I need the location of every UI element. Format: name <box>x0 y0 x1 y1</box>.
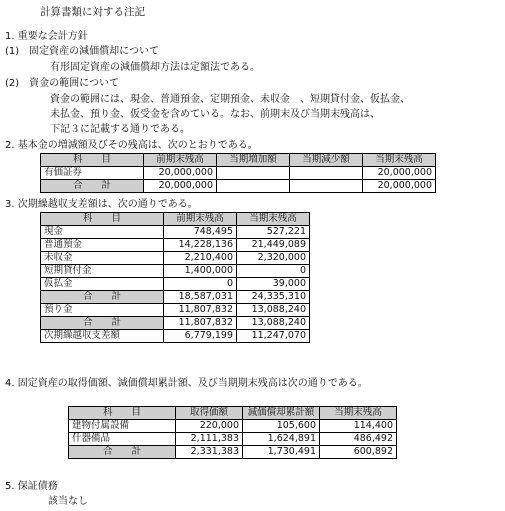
section-1-sub2-line3: 下記３に記載する通りである。 <box>50 124 190 135</box>
section-5-body: 該当なし <box>48 496 88 507</box>
table-row <box>41 226 310 239</box>
prev-balance: 11,807,832 <box>164 317 237 330</box>
prev-balance: 1,400,000 <box>164 265 237 278</box>
row-label: 預り金 <box>41 304 164 317</box>
col-header: 減価償却累計額 <box>243 407 320 420</box>
table-row <box>41 278 310 291</box>
accumulated-depreciation: 105,600 <box>243 420 320 433</box>
curr-balance: 20,000,000 <box>363 167 436 180</box>
row-label: 現金 <box>41 226 164 239</box>
curr-balance: 11,247,070 <box>237 330 310 343</box>
endowment-table <box>40 153 436 193</box>
section-2-heading: 2. 基本金の増減額及びその残高は、次のとおりである。 <box>5 140 258 151</box>
prev-balance: 20,000,000 <box>144 180 217 193</box>
row-label: 什器備品 <box>69 433 176 446</box>
row-label: 未収金 <box>41 252 164 265</box>
row-label: 合 計 <box>41 291 164 304</box>
table-row <box>69 446 397 459</box>
table-row <box>41 304 310 317</box>
section-1-sub2-line2: 未払金、預り金、仮受金を含めている。なお、前期末及び当期末残高は、 <box>50 109 380 120</box>
col-header: 当期減少額 <box>290 154 363 167</box>
decrease <box>290 167 363 180</box>
curr-balance: 20,000,000 <box>363 180 436 193</box>
acquisition-cost: 2,331,383 <box>176 446 243 459</box>
curr-balance: 114,400 <box>320 420 397 433</box>
col-header: 当期末残高 <box>363 154 436 167</box>
section-4-heading: 4. 固定資産の取得価額、減価償却累計額、及び当期期末残高は次の通りである。 <box>5 378 368 389</box>
row-label: 建物付属設備 <box>69 420 176 433</box>
curr-balance: 24,335,310 <box>237 291 310 304</box>
increase <box>217 180 290 193</box>
curr-balance: 486,492 <box>320 433 397 446</box>
col-header: 科 目 <box>69 407 176 420</box>
col-header: 前期末残高 <box>144 154 217 167</box>
accumulated-depreciation: 1,624,891 <box>243 433 320 446</box>
row-label: 次期繰越収支差額 <box>41 330 164 343</box>
table-row <box>41 180 436 193</box>
col-header: 科 目 <box>41 213 164 226</box>
table-row <box>41 239 310 252</box>
section-1-heading: 1. 重要な会計方針 <box>5 31 88 42</box>
curr-balance: 13,088,240 <box>237 304 310 317</box>
curr-balance: 600,892 <box>320 446 397 459</box>
table-row <box>69 420 397 433</box>
col-header: 当期末残高 <box>320 407 397 420</box>
table-row <box>41 317 310 330</box>
table-row <box>41 167 436 180</box>
row-label: 仮払金 <box>41 278 164 291</box>
table-row <box>41 330 310 343</box>
section-3-heading: 3. 次期繰越収支差額は、次の通りである。 <box>5 199 198 210</box>
table-row <box>41 252 310 265</box>
col-header: 取得価額 <box>176 407 243 420</box>
curr-balance: 39,000 <box>237 278 310 291</box>
document-title: 計算書類に対する注記 <box>40 6 145 18</box>
prev-balance: 14,228,136 <box>164 239 237 252</box>
curr-balance: 0 <box>237 265 310 278</box>
acquisition-cost: 220,000 <box>176 420 243 433</box>
prev-balance: 11,807,832 <box>164 304 237 317</box>
row-label: 合 計 <box>41 180 144 193</box>
section-1-sub2: (2) 資金の範囲について <box>5 78 119 89</box>
curr-balance: 527,221 <box>237 226 310 239</box>
prev-balance: 18,587,031 <box>164 291 237 304</box>
section-5-heading: 5. 保証債務 <box>5 481 58 492</box>
prev-balance: 6,779,199 <box>164 330 237 343</box>
section-1-sub1: (1) 固定資産の減価償却について <box>5 46 159 57</box>
decrease <box>290 180 363 193</box>
accumulated-depreciation: 1,730,491 <box>243 446 320 459</box>
prev-balance: 748,495 <box>164 226 237 239</box>
acquisition-cost: 2,111,383 <box>176 433 243 446</box>
col-header: 当期末残高 <box>237 213 310 226</box>
col-header: 当期増加額 <box>217 154 290 167</box>
row-label: 普通預金 <box>41 239 164 252</box>
table-row <box>69 433 397 446</box>
col-header: 前期末残高 <box>164 213 237 226</box>
section-1-sub2-line1: 資金の範囲には、現金、普通預金、定期預金、未収金 、短期貸付金、仮払金、 <box>50 94 410 105</box>
col-header: 科 目 <box>41 154 144 167</box>
fixed-assets-table <box>68 406 397 459</box>
prev-balance: 0 <box>164 278 237 291</box>
section-1-sub1-body: 有形固定資産の減価償却方法は定額法である。 <box>50 62 260 73</box>
row-label: 合 計 <box>41 317 164 330</box>
curr-balance: 2,320,000 <box>237 252 310 265</box>
increase <box>217 167 290 180</box>
row-label: 有価証券 <box>41 167 144 180</box>
curr-balance: 13,088,240 <box>237 317 310 330</box>
row-label: 合 計 <box>69 446 176 459</box>
table-row <box>41 265 310 278</box>
table-row <box>41 291 310 304</box>
curr-balance: 21,449,089 <box>237 239 310 252</box>
prev-balance: 2,210,400 <box>164 252 237 265</box>
row-label: 短期貸付金 <box>41 265 164 278</box>
prev-balance: 20,000,000 <box>144 167 217 180</box>
carryover-table <box>40 212 310 343</box>
